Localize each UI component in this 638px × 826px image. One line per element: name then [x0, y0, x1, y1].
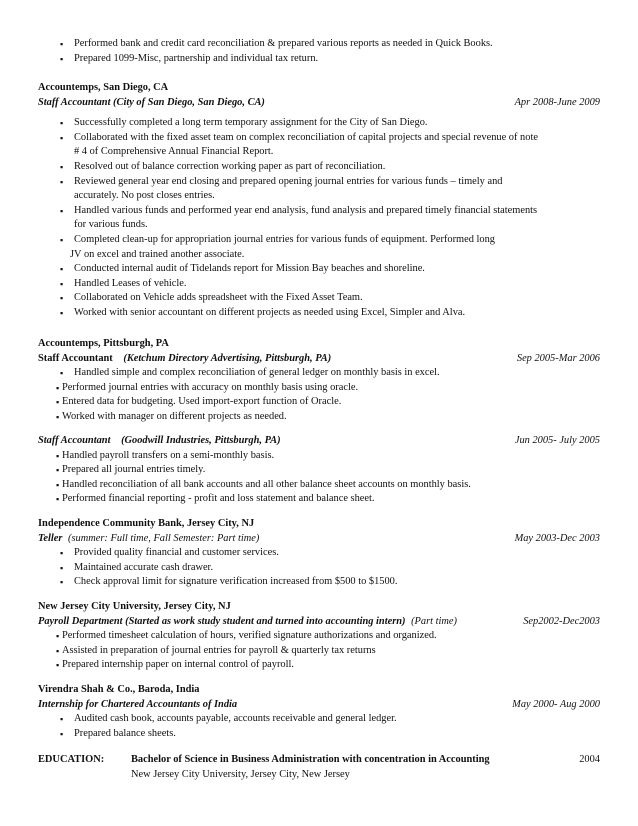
- job-title: Payroll Department (Started as work study student and turned into accounting intern): [38, 615, 406, 627]
- list-item: [38, 381, 600, 396]
- bullet-text: Conducted internal audit of Tidelands report for Mission Bay beaches and shoreline.: [74, 263, 425, 275]
- list-item-continuation: [38, 248, 600, 263]
- list-item: [38, 291, 600, 306]
- bullet-text: Handled various funds and performed year end analysis, fund analysis and prepared timely financial statements: [74, 204, 538, 216]
- degree: Bachelor of Science in Business Administration with concentration in Accounting: [131, 754, 490, 765]
- list-item: [38, 492, 600, 507]
- job-dates: May 2000- Aug 2000: [512, 698, 600, 710]
- job-dates: Jun 2005- July 2005: [514, 435, 600, 446]
- bullet-text: Entered data for budgeting. Used import-export function of Oracle.: [62, 396, 342, 408]
- bullet-text: Collaborated with the fixed asset team on complex reconciliation of capital projects and special revenue of note: [74, 131, 538, 143]
- bullet-icon: ▪: [60, 293, 64, 304]
- job-detail: (Goodwill Industries, Pittsburgh, PA): [121, 435, 281, 446]
- list-item-continuation: [38, 145, 600, 160]
- job-dates: Apr 2008-June 2009: [514, 96, 600, 108]
- list-item: [38, 727, 600, 742]
- bullet-continuation: JV on excel and trained another associate.: [70, 248, 245, 260]
- list-item: [38, 37, 600, 52]
- bullet-text: Worked with manager on different projects as needed.: [62, 410, 287, 422]
- bullet-icon: ▪: [60, 234, 64, 245]
- bullet-text: Worked with senior accountant on different projects as needed using Excel, Simpler and Alva.: [74, 306, 466, 318]
- employer-heading: Accountemps, San Diego, CA: [38, 82, 169, 93]
- bullet-text: Completed clean-up for appropriation journal entries for various funds of equipment. Performed long: [74, 233, 495, 245]
- list-item: [38, 561, 600, 576]
- list-item: [38, 306, 600, 321]
- bullet-text: Handled Leases of vehicle.: [74, 277, 187, 289]
- list-item-continuation: [38, 189, 600, 204]
- list-item: [38, 116, 600, 131]
- list-item: [38, 644, 600, 659]
- list-item: [38, 410, 600, 425]
- job-njcu: [38, 600, 600, 673]
- bullet-icon: ▪: [60, 728, 64, 739]
- list-item: [38, 575, 600, 590]
- job-detail: (summer: Full time, Fall Semester: Part time): [68, 532, 260, 544]
- employer-heading: Accountemps, Pittsburgh, PA: [38, 338, 169, 349]
- bullet-text: Assisted in preparation of journal entries for payroll & quarterly tax returns: [62, 644, 376, 656]
- list-item: [38, 233, 600, 248]
- bullet-text: Check approval limit for signature verification increased from $500 to $1500.: [74, 576, 398, 588]
- bullet-icon: ▪: [60, 577, 64, 588]
- bullet-icon: ▪: [60, 264, 64, 275]
- bullet-text: Successfully completed a long term temporary assignment for the City of San Diego.: [74, 117, 428, 129]
- bullet-icon: ▪: [60, 161, 64, 172]
- bullet-text: Prepared internship paper on internal control of payroll.: [62, 659, 294, 671]
- list-item: [38, 478, 600, 493]
- job-independence-bank: [38, 517, 600, 590]
- job-title: Staff Accountant (City of San Diego, San Diego, CA): [38, 96, 265, 108]
- bullet-continuation: # 4 of Comprehensive Annual Financial Report.: [74, 146, 274, 158]
- bullet-icon: ▪: [56, 397, 60, 408]
- job-detail: (Part time): [411, 615, 457, 627]
- list-item: [38, 712, 600, 727]
- job-detail: (Ketchum Directory Advertising, Pittsburgh, PA): [123, 352, 332, 364]
- bullet-text: Handled simple and complex reconciliation of general ledger on monthly basis in excel.: [74, 367, 440, 379]
- bullet-text: Performed timesheet calculation of hours, verified signature authorizations and organized.: [62, 630, 437, 642]
- bullet-text: Resolved out of balance correction working paper as part of reconciliation.: [74, 160, 386, 172]
- bullet-icon: ▪: [60, 205, 64, 216]
- job-accountemps-pittsburgh: [38, 337, 600, 425]
- bullet-icon: ▪: [60, 278, 64, 289]
- bullet-icon: ▪: [60, 39, 64, 49]
- list-item-continuation: [38, 218, 600, 233]
- bullet-text: Prepared balance sheets.: [74, 727, 176, 739]
- bullet-text: Maintained accurate cash drawer.: [74, 561, 214, 573]
- job-accountemps-san-diego: [38, 81, 600, 321]
- job-dates: Sep 2005-Mar 2006: [516, 352, 600, 364]
- list-item: [38, 395, 600, 410]
- bullet-text: Collaborated on Vehicle adds spreadsheet with the Fixed Asset Team.: [74, 292, 363, 304]
- bullet-text: Performed bank and credit card reconciliation & prepared various reports as needed in Quick Books.: [74, 38, 493, 49]
- list-item: [38, 52, 600, 67]
- list-item: [38, 262, 600, 277]
- education-label: EDUCATION:: [38, 754, 105, 765]
- job-title: Staff Accountant: [38, 435, 111, 446]
- school-name: New Jersey City University, Jersey City, New Jersey: [131, 768, 350, 780]
- bullet-text: Provided quality financial and customer services.: [74, 547, 279, 559]
- job-dates: May 2003-Dec 2003: [514, 532, 600, 544]
- bullet-icon: ▪: [56, 645, 60, 656]
- bullet-icon: ▪: [60, 562, 64, 573]
- bullet-text: Performed financial reporting - profit and loss statement and balance sheet.: [62, 493, 375, 505]
- bullet-icon: ▪: [56, 411, 60, 422]
- employer-heading: New Jersey City University, Jersey City, NJ: [38, 601, 231, 612]
- bullet-text: Prepared 1099-Misc, partnership and individual tax return.: [74, 52, 319, 64]
- list-item: [38, 204, 600, 219]
- bullet-icon: ▪: [60, 176, 64, 187]
- employer-heading: Independence Community Bank, Jersey City, NJ: [38, 518, 255, 529]
- bullet-icon: ▪: [60, 548, 64, 559]
- job-virendra-shah: [38, 683, 600, 741]
- bullet-icon: ▪: [60, 132, 64, 143]
- bullet-text: Performed journal entries with accuracy on monthly basis using oracle.: [62, 381, 359, 393]
- bullet-icon: ▪: [56, 450, 60, 461]
- bullet-icon: ▪: [60, 368, 64, 379]
- bullet-continuation: accurately. No post closes entries.: [74, 190, 215, 202]
- bullet-icon: ▪: [56, 382, 60, 393]
- bullet-icon: ▪: [56, 479, 60, 490]
- bullet-icon: ▪: [60, 53, 64, 64]
- bullet-icon: ▪: [60, 714, 64, 725]
- list-item: [38, 160, 600, 175]
- list-item: [38, 463, 600, 478]
- list-item: [38, 366, 600, 381]
- job-goodwill: [38, 434, 600, 507]
- list-item: [38, 629, 600, 644]
- graduation-year: 2004: [579, 754, 600, 765]
- list-item: [38, 175, 600, 190]
- bullet-text: Handled payroll transfers on a semi-monthly basis.: [62, 449, 275, 461]
- bullet-icon: ▪: [56, 465, 60, 476]
- list-item: [38, 658, 600, 673]
- job-dates: Sep2002-Dec2003: [523, 615, 600, 627]
- bullet-continuation: for various funds.: [74, 219, 148, 231]
- education-section: [38, 753, 600, 782]
- list-item: [38, 131, 600, 146]
- bullet-icon: ▪: [60, 118, 64, 129]
- job-title: Teller: [38, 532, 63, 544]
- list-item: [38, 449, 600, 464]
- list-item: [38, 546, 600, 561]
- bullet-text: Reviewed general year end closing and prepared opening journal entries for various funds – timely and: [74, 175, 503, 187]
- bullet-text: Audited cash book, accounts payable, accounts receivable and general ledger.: [74, 713, 397, 725]
- bullet-icon: ▪: [56, 494, 60, 505]
- bullet-icon: ▪: [60, 307, 64, 318]
- employer-heading: Virendra Shah & Co., Baroda, India: [38, 684, 200, 695]
- bullet-text: Prepared all journal entries timely.: [62, 464, 206, 476]
- continuation-block: [38, 37, 600, 66]
- bullet-text: Handled reconciliation of all bank accounts and all other balance sheet accounts on monthly basis.: [62, 478, 471, 490]
- job-title: Staff Accountant: [38, 352, 113, 364]
- job-title: Internship for Chartered Accountants of India: [38, 698, 238, 710]
- bullet-icon: ▪: [56, 660, 60, 671]
- list-item: [38, 277, 600, 292]
- bullet-icon: ▪: [56, 631, 60, 642]
